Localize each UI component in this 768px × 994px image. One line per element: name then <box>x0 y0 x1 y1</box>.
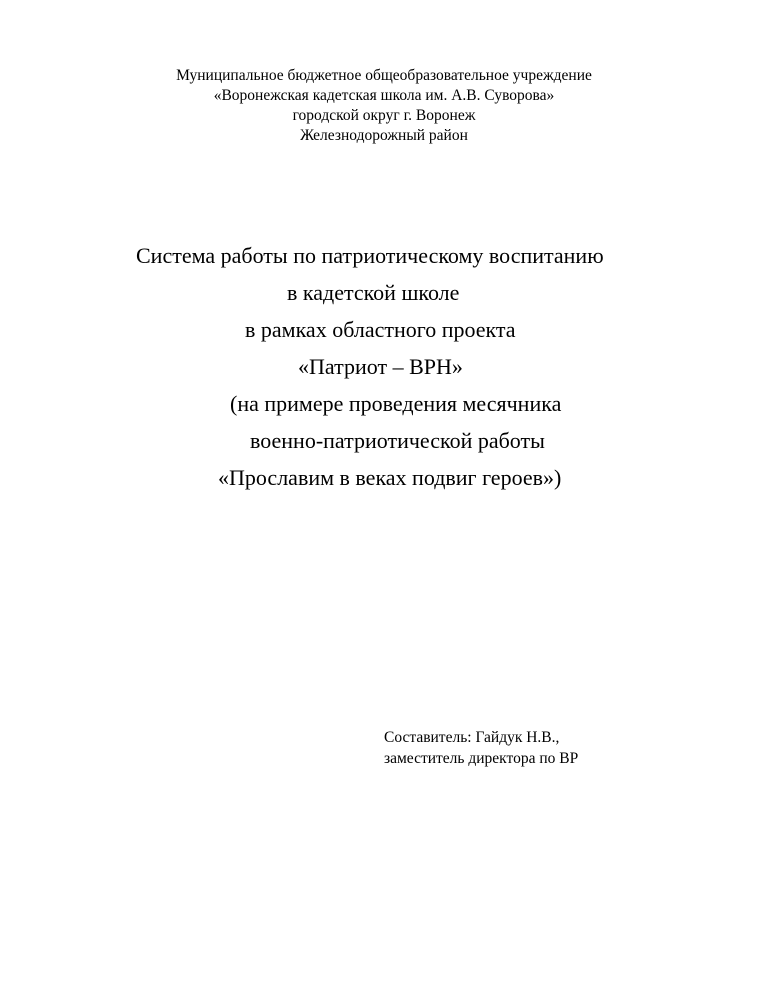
title-line-4: «Патриот – ВРН» <box>298 354 463 379</box>
district-name: Железнодорожный район <box>300 127 468 144</box>
title-line-3: в рамках областного проекта <box>245 317 516 342</box>
author-name: Составитель: Гайдук Н.В., <box>384 729 560 746</box>
author-block <box>384 727 578 769</box>
city-district: городской округ г. Воронеж <box>292 107 476 124</box>
institution-header <box>0 66 768 146</box>
title-line-7: «Прославим в веках подвиг героев») <box>218 465 562 490</box>
title-line-6: военно-патриотической работы <box>250 428 545 453</box>
title-line-5: (на примере проведения месячника <box>230 391 562 416</box>
institution-name: «Воронежская кадетская школа им. А.В. Суворова» <box>213 87 555 104</box>
title-line-2: в кадетской школе <box>287 280 460 305</box>
title-line-1: Система работы по патриотическому воспитанию <box>136 243 604 268</box>
author-position: заместитель директора по ВР <box>384 750 579 767</box>
institution-type: Муниципальное бюджетное общеобразовательное учреждение <box>176 67 592 84</box>
